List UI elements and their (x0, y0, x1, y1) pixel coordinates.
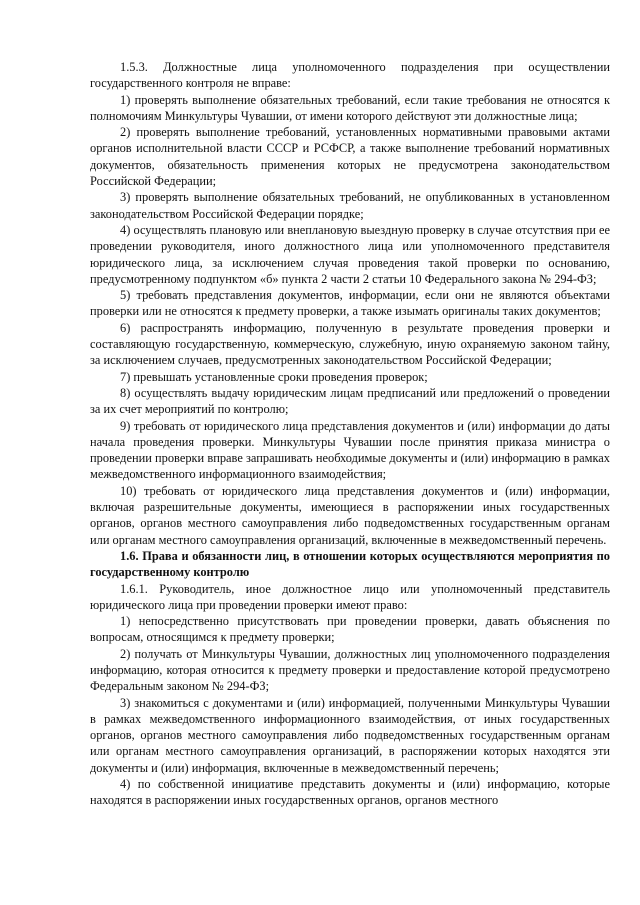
paragraph-1-6-1: 1.6.1. Руководитель, иное должностное лицо или уполномоченный представитель юридического лица при проведении проверки имеют право: (90, 581, 610, 612)
list-item-1: 1) проверять выполнение обязательных требований, если такие требования не относятся к полномочиям Минкультуры Чувашии, от имени которого действуют эти должностные лица; (90, 92, 610, 123)
list-item-9: 9) требовать от юридического лица представления документов и (или) информации до даты начала проведения проверки. Минкультуры Чувашии после принятия приказа министра о проведении проверки вправе запрашивать необходимые документы и (или) информацию в рамках межведомственного информационного взаимодействия; (90, 418, 610, 482)
paragraph-1-5-3: 1.5.3. Должностные лица уполномоченного подразделения при осуществлении государственного контроля не вправе: (90, 60, 610, 91)
list-item-5: 5) требовать представления документов, информации, если они не являются объектами проверки или не относятся к предмету проверки, а также изымать оригиналы таких документов; (90, 288, 610, 319)
list-item-4: 4) осуществлять плановую или внеплановую выездную проверку в случае отсутствия при ее проведении руководителя, иного должностного лица или уполномоченного представителя юридического лица, за исключением случая проведения такой проверки по основанию, предусмотренному подпунктом «б» пункта 2 части 2 статьи 10 Федерального закона № 294-ФЗ; (90, 222, 610, 286)
rights-item-4: 4) по собственной инициативе представить документы и (или) информацию, которые находятся в распоряжении иных государственных органов, органов местного (90, 777, 610, 808)
document-page (90, 59, 610, 809)
rights-item-3: 3) знакомиться с документами и (или) информацией, полученными Минкультуры Чувашии в рамках межведомственного информационного взаимодействия, от иных государственных органов, органов местного самоуправления либо подведомственных государственным органам или органам местного самоуправления организаций, в распоряжении которых находятся эти документы и (или) информация, включенные в межведомственный перечень; (90, 695, 610, 775)
list-item-6: 6) распространять информацию, полученную в результате проведения проверки и составляющую государственную, коммерческую, служебную, иную охраняемую законом тайну, за исключением случаев, предусмотренных законодательством Российской Федерации; (90, 320, 610, 368)
rights-item-2: 2) получать от Минкультуры Чувашии, должностных лиц уполномоченного подразделения информацию, которая относится к предмету проверки и предоставление которой предусмотрено Федеральным законом № 294-ФЗ; (90, 646, 610, 694)
section-heading-1-6: 1.6. Права и обязанности лиц, в отношении которых осуществляются мероприятия по государственному контролю (90, 548, 610, 580)
list-item-8: 8) осуществлять выдачу юридическим лицам предписаний или предложений о проведении за их счет мероприятий по контролю; (90, 385, 610, 417)
list-item-7: 7) превышать установленные сроки проведения проверок; (120, 369, 428, 384)
list-item-10: 10) требовать от юридического лица представления документов и (или) информации, включая разрешительные документы, имеющиеся в распоряжении иных государственных органов, органов местного самоуправления либо подведомственных государственным органам или органам местного самоуправления организаций, включенные в межведомственный перечень. (90, 483, 610, 547)
list-item-2: 2) проверять выполнение требований, установленных нормативными правовыми актами органов исполнительной власти СССР и РСФСР, а также выполнение требований нормативных документов, обязательность применения которых не предусмотрена законодательством Российской Федерации; (90, 125, 610, 189)
list-item-3: 3) проверять выполнение обязательных требований, не опубликованных в установленном законодательством Российской Федерации порядке; (90, 190, 610, 221)
rights-item-1: 1) непосредственно присутствовать при проведении проверки, давать объяснения по вопросам, относящимся к предмету проверки; (90, 614, 610, 645)
